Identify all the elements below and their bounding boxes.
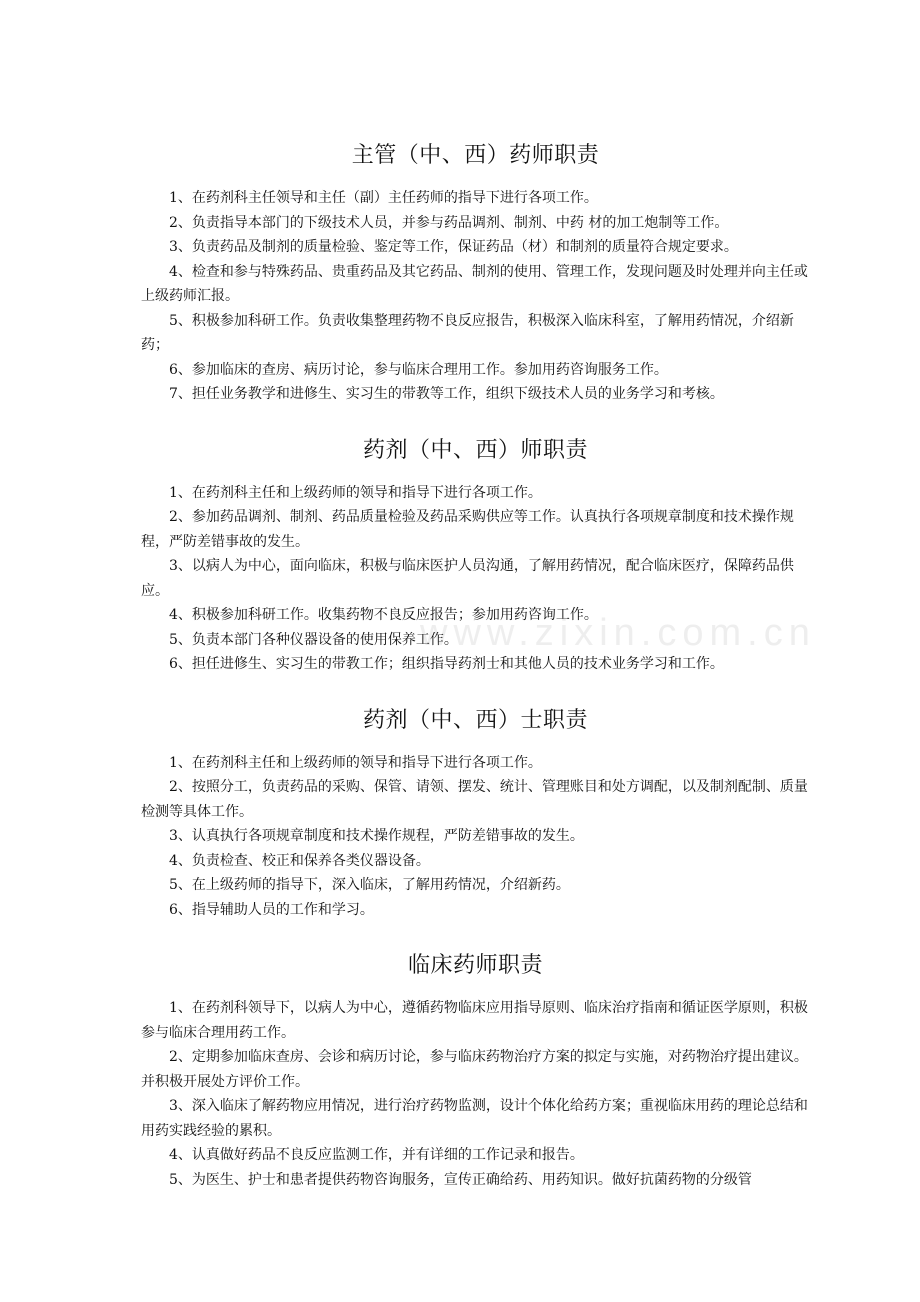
duty-item: 6、担任进修生、实习生的带教工作；组织指导药剂士和其他人员的技术业务学习和工作。 [169, 656, 724, 672]
duty-item: 1、在药剂科主任领导和主任（副）主任药师的指导下进行各项工作。 [169, 190, 598, 206]
duty-item: 4、检查和参与特殊药品、贵重药品及其它药品、制剂的使用、管理工作，发现问题及时处理并向主任或上级药师汇报。 [141, 263, 808, 304]
section-title: 主管（中、西）药师职责 [351, 143, 600, 168]
duty-item: 6、指导辅助人员的工作和学习。 [169, 901, 374, 918]
duty-item: 5、在上级药师的指导下，深入临床，了解用药情况，介绍新药。 [169, 877, 570, 893]
duty-item: 3、认真执行各项规章制度和技术操作规程，严防差错事故的发生。 [169, 828, 584, 844]
duty-item: 4、负责检查、校正和保养各类仪器设备。 [169, 852, 430, 869]
duty-item: 6、参加临床的查房、病历讨论，参与临床合理用工作。参加用药咨询服务工作。 [169, 361, 668, 378]
duty-item: 1、在药剂科主任和上级药师的领导和指导下进行各项工作。 [169, 754, 542, 771]
duty-item: 2、定期参加临床查房、会诊和病历讨论，参与临床药物治疗方案的拟定与实施，对药物治疗提出建议。并积极开展处方评价工作。 [141, 1049, 808, 1090]
duty-item: 3、以病人为中心，面向临床，积极与临床医护人员沟通，了解用药情况，配合临床医疗，保障药品供应。 [141, 558, 794, 599]
duty-section [141, 433, 810, 677]
duty-item: 3、深入临床了解药物应用情况，进行治疗药物监测，设计个体化给药方案；重视临床用药的理论总结和用药实践经验的累积。 [141, 1098, 808, 1139]
duty-item: 7、担任业务教学和进修生、实习生的带教等工作，组织下级技术人员的业务学习和考核。 [169, 386, 724, 402]
section-title: 药剂（中、西）士职责 [362, 707, 588, 733]
section-title: 药剂（中、西）师职责 [362, 437, 588, 463]
document-content [141, 138, 810, 1192]
duty-item: 3、负责药品及制剂的质量检验、鉴定等工作，保证药品（材）和制剂的质量符合规定要求。 [169, 239, 738, 255]
duty-item: 2、负责指导本部门的下级技术人员，并参与药品调剂、制剂、中药 材的加工炮制等工作。 [169, 214, 729, 231]
duty-item: 5、为医生、护士和患者提供药物咨询服务，宣传正确给药、用药知识。做好抗菌药物的分级管 [169, 1171, 752, 1188]
duty-item: 4、认真做好药品不良反应监测工作，并有详细的工作记录和报告。 [169, 1147, 584, 1163]
duty-section [141, 703, 810, 923]
duty-section [141, 948, 810, 1192]
duty-section [141, 138, 810, 407]
duty-item: 5、负责本部门各种仪器设备的使用保养工作。 [169, 631, 458, 648]
watermark: www.zixin.com.cn [420, 612, 816, 654]
duty-item: 2、按照分工，负责药品的采购、保管、请领、摆发、统计、管理账目和处方调配，以及制剂配制、质量检测等具体工作。 [141, 779, 808, 820]
section-title: 临床药师职责 [407, 953, 543, 978]
duty-item: 1、在药剂科主任和上级药师的领导和指导下进行各项工作。 [169, 484, 542, 501]
duty-item: 2、参加药品调剂、制剂、药品质量检验及药品采购供应等工作。认真执行各项规章制度和技术操作规程，严防差错事故的发生。 [141, 509, 794, 550]
duty-item: 4、积极参加科研工作。收集药物不良反应报告；参加用药咨询工作。 [169, 607, 598, 623]
duty-item: 1、在药剂科领导下，以病人为中心，遵循药物临床应用指导原则、临床治疗指南和循证医学原则，积极参与临床合理用药工作。 [141, 1000, 808, 1041]
duty-item: 5、积极参加科研工作。负责收集整理药物不良反应报告，积极深入临床科室，了解用药情况，介绍新药； [141, 312, 794, 353]
